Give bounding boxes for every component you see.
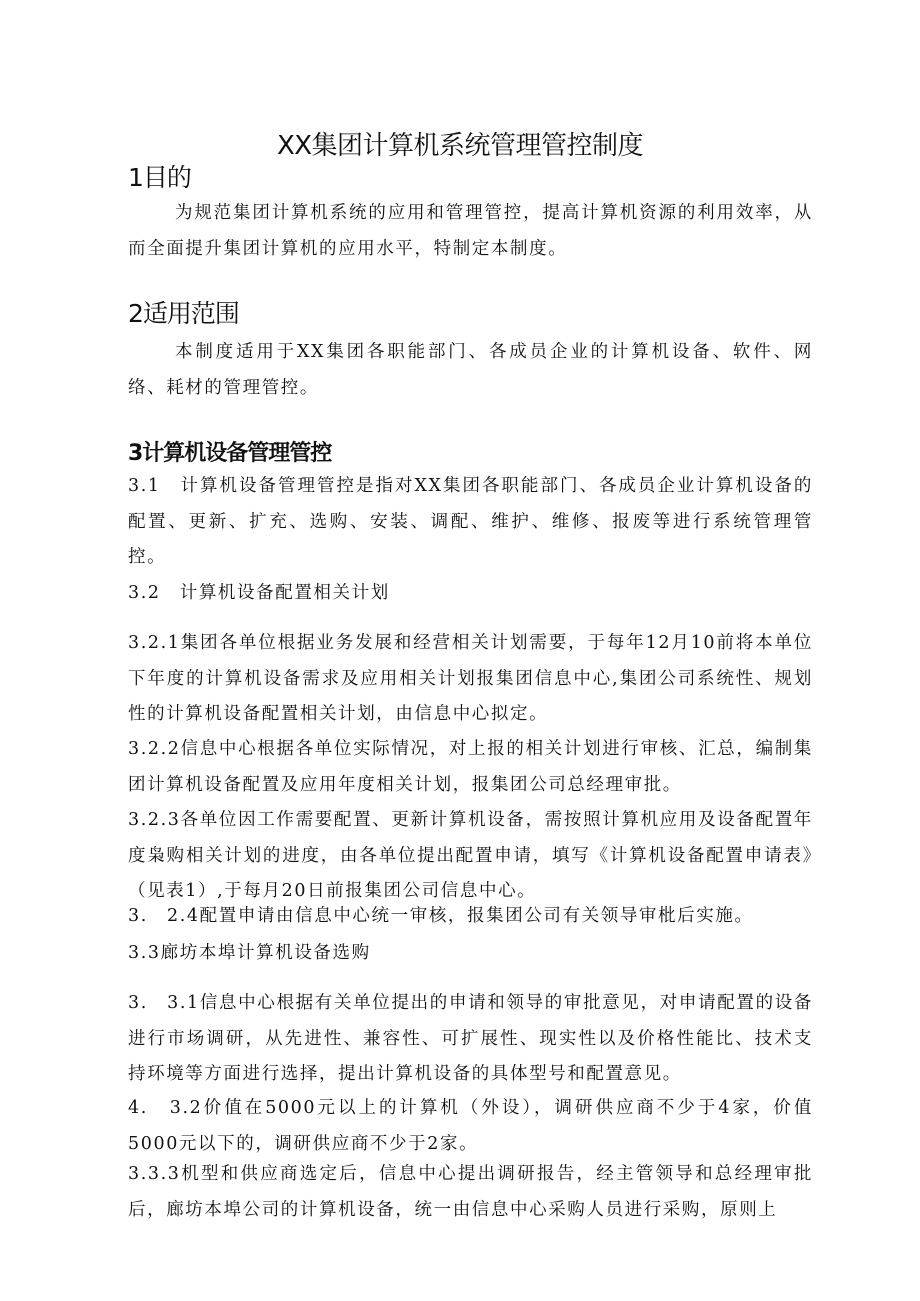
paragraph-3-3-1: 3. 3.1信息中心根据有关单位提出的申请和领导的审批意见，对申请配置的设备进行市场调研，从先进性、兼容性、可扩展性、现实性以及价格性能比、技术支持环境等方面进行选择，提出计算机设备的具体型号和配置意见。 [128, 993, 813, 1084]
paragraph-3-2-2: 3.2.2信息中心根据各单位实际情况，对上报的相关计划进行审核、汇总，编制集团计算机设备配置及应用年度相关计划，报集团公司总经理审批。 [128, 739, 813, 795]
paragraph-3-3-3: 3.3.3机型和供应商选定后，信息中心提出调研报告，经主管领导和总经理审批后，廊坊本埠公司的计算机设备，统一由信息中心采购人员进行采购，原则上 [128, 1164, 813, 1220]
paragraph-3-1: 3.1 计算机设备管理管控是指对XX集团各职能部门、各成员企业计算机设备的配置、更新、扩充、选购、安装、调配、维护、维修、报废等进行系统管理管控。 [128, 476, 813, 567]
paragraph-3-2-1: 3.2.1集团各单位根据业务发展和经营相关计划需要，于每年12月10前将本单位下年度的计算机设备需求及应用相关计划报集团信息中心,集团公司系统性、规划性的计算机设备配置相关计划，由信息中心拟定。 [128, 633, 813, 724]
section-1-body: 为规范集团计算机系统的应用和管理管控，提高计算机资源的利用效率，从而全面提升集团计算机的应用水平，特制定本制度。 [128, 203, 813, 259]
paragraph-3-2: 3.2 计算机设备配置相关计划 [128, 583, 390, 603]
document-title: XX集团计算机系统管理管控制度 [276, 131, 644, 161]
section-2-body: 本制度适用于XX集团各职能部门、各成员企业的计算机设备、软件、网络、耗材的管理管控。 [128, 342, 813, 398]
paragraph-3-2-4: 3. 2.4配置申请由信息中心统一审核，报集团公司有关领导审枇后实施。 [128, 906, 754, 926]
section-3-heading: 3计算机设备管理管控 [128, 441, 332, 466]
paragraph-3-3-2: 4. 3.2价值在5000元以上的计算机（外设），调研供应商不少于4家，价值5000元以下的，调研供应商不少于2家。 [128, 1098, 813, 1154]
paragraph-3-3: 3.3廊坊本埠计算机设备选购 [128, 943, 371, 963]
section-2-heading: 2适用范围 [128, 299, 239, 328]
paragraph-3-2-3: 3.2.3各单位因工作需要配置、更新计算机设备，需按照计算机应用及设备配置年度枭购相关计划的进度，由各单位提出配置申请，填写《计算机设备配置申请表》（见表1）,于每月20日前报集团公司信息中心。 [128, 810, 813, 901]
section-1-heading: 1目的 [128, 163, 191, 192]
